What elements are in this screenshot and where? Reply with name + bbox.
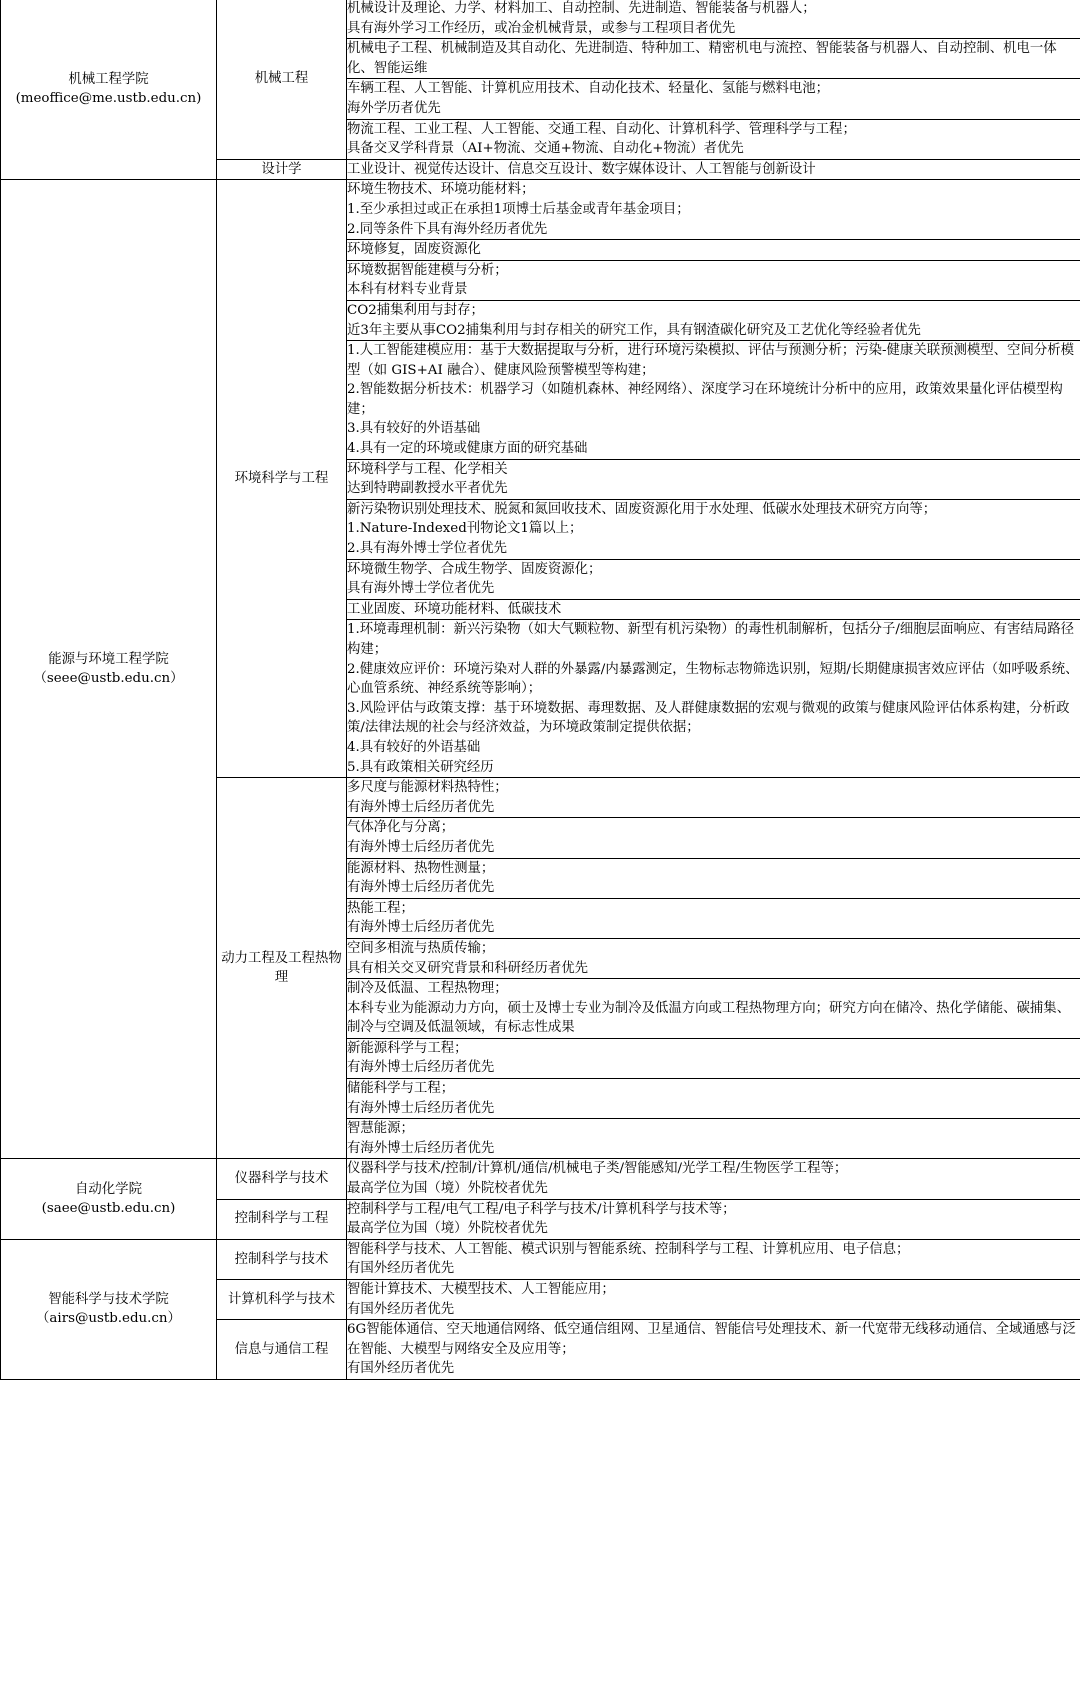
major-cell <box>217 1320 347 1380</box>
requirement-line: 有国外经历者优先 <box>347 1261 455 1277</box>
requirement-line: 近3年主要从事CO2捕集利用与封存相关的研究工作，具有钢渣碳化研究及工艺优化等经验者优先 <box>347 322 921 338</box>
requirement-line: 有海外博士后经历者优先 <box>347 1100 495 1116</box>
requirement-line: 有海外博士后经历者优先 <box>347 920 495 936</box>
college-email: (saee@ustb.edu.cn) <box>41 1201 176 1217</box>
requirement-line: 有海外博士后经历者优先 <box>347 799 495 815</box>
table-row <box>1 180 1080 240</box>
requirement-cell <box>347 898 1080 938</box>
requirement-cell <box>347 300 1080 340</box>
requirement-line: 4.具有较好的外语基础 <box>347 739 481 755</box>
requirement-line: 有海外博士后经历者优先 <box>347 839 495 855</box>
requirement-line: 1.人工智能建模应用：基于大数据提取与分析，进行环境污染模拟、评估与预测分析；污染-健康关联预测模型、空间分析模型（如 GIS+AI 融合）、健康风险预警模型等构建； <box>347 343 1074 378</box>
major-cell <box>217 180 347 778</box>
requirement-cell <box>347 620 1080 778</box>
requirement-cell <box>347 818 1080 858</box>
requirement-cell <box>347 180 1080 240</box>
table-body <box>1 0 1080 1379</box>
requirement-cell <box>347 1119 1080 1159</box>
requirement-line: 仪器科学与技术/控制/计算机/通信/机械电子类/智能感知/光学工程/生物医学工程等； <box>347 1161 848 1177</box>
requirement-line: 热能工程； <box>347 900 414 916</box>
requirement-line: 工业固废、环境功能材料、低碳技术 <box>347 601 562 617</box>
requirement-line: 最高学位为国（境）外院校者优先 <box>347 1181 548 1197</box>
requirement-line: 2.同等条件下具有海外经历者优先 <box>347 221 548 237</box>
requirement-line: 机械设计及理论、力学、材料加工、自动控制、先进制造、智能装备与机器人； <box>347 1 816 16</box>
requirement-cell <box>347 0 1080 39</box>
requirement-line: 2.具有海外博士学位者优先 <box>347 541 508 557</box>
requirement-cell <box>347 1199 1080 1239</box>
major-name: 控制科学与工程 <box>234 1211 329 1227</box>
requirement-line: 具有海外博士学位者优先 <box>347 581 495 597</box>
requirement-line: 环境科学与工程、化学相关 <box>347 461 508 477</box>
major-cell <box>217 1239 347 1279</box>
requirement-line: 环境生物技术、环境功能材料； <box>347 182 535 198</box>
requirement-line: 1.Nature-Indexed刊物论文1篇以上； <box>347 521 583 537</box>
requirement-cell <box>347 119 1080 159</box>
major-name: 计算机科学与技术 <box>227 1291 336 1307</box>
major-name: 动力工程及工程热物理 <box>221 950 342 986</box>
major-cell <box>217 1159 347 1199</box>
requirement-line: 智能科学与技术、人工智能、模式识别与智能系统、控制科学与工程、计算机应用、电子信息； <box>347 1241 910 1257</box>
requirement-line: 3.风险评估与政策支撑：基于环境数据、毒理数据、及人群健康数据的宏观与微观的政策与健康风险评估体系构建，分析政策/法律法规的社会与经济效益，为环境政策制定提供依据； <box>347 700 1070 736</box>
requirement-line: CO2捕集利用与封存； <box>347 302 484 318</box>
requirement-line: 多尺度与能源材料热特性； <box>347 780 508 796</box>
requirement-line: 智能计算技术、大模型技术、人工智能应用； <box>347 1282 615 1297</box>
requirement-line: 工业设计、视觉传达设计、信息交互设计、数字媒体设计、人工智能与创新设计 <box>347 161 816 177</box>
major-cell <box>217 778 347 1159</box>
table-row <box>1 0 1080 39</box>
major-cell <box>217 1199 347 1239</box>
requirement-cell <box>347 1079 1080 1119</box>
requirement-line: 有海外博士后经历者优先 <box>347 1140 495 1156</box>
requirement-line: 2.健康效应评价：环境污染对人群的外暴露/内暴露测定，生物标志物筛选识别，短期/长期健康损害效应评估（如呼吸系统、心血管系统、神经系统等影响）； <box>347 661 1079 697</box>
requirement-line: 1.环境毒理机制：新兴污染物（如大气颗粒物、新型有机污染物）的毒性机制解析，包括分子/细胞层面响应、有害结局路径构建； <box>347 622 1074 657</box>
requirement-line: 智慧能源； <box>347 1121 414 1137</box>
requirement-cell <box>347 39 1080 79</box>
requirement-cell <box>347 1320 1080 1380</box>
college-cell <box>1 180 217 1159</box>
college-name: 机械工程学院 <box>68 71 149 87</box>
requirement-line: 车辆工程、人工智能、计算机应用技术、自动化技术、轻量化、氢能与燃料电池； <box>347 81 830 97</box>
requirement-cell <box>347 1239 1080 1279</box>
requirement-line: 新污染物识别处理技术、脱氮和氮回收技术、固废资源化用于水处理、低碳水处理技术研究方向等； <box>347 501 937 517</box>
requirement-line: 环境修复，固废资源化 <box>347 242 481 258</box>
requirement-line: 达到特聘副教授水平者优先 <box>347 481 508 497</box>
requirement-line: 具有相关交叉研究背景和科研经历者优先 <box>347 960 589 976</box>
table-row <box>1 1239 1080 1279</box>
college-name: 能源与环境工程学院 <box>48 651 169 667</box>
requirement-cell <box>347 260 1080 300</box>
requirement-line: 有海外博士后经历者优先 <box>347 1060 495 1076</box>
requirement-cell <box>347 1038 1080 1078</box>
requirement-line: 3.具有较好的外语基础 <box>347 421 481 437</box>
requirement-cell <box>347 559 1080 599</box>
requirement-line: 具备交叉学科背景（AI+物流、交通+物流、自动化+物流）者优先 <box>347 141 744 157</box>
requirement-line: 控制科学与工程/电气工程/电子科学与技术/计算机科学与技术等； <box>347 1201 736 1217</box>
college-name: 智能科学与技术学院 <box>48 1291 169 1307</box>
college-email: （airs@ustb.edu.cn） <box>36 1311 181 1327</box>
major-name: 机械工程 <box>254 71 309 87</box>
major-name: 控制科学与技术 <box>234 1251 329 1267</box>
major-cell <box>217 159 347 180</box>
requirement-line: 新能源科学与工程； <box>347 1040 468 1056</box>
requirement-cell <box>347 938 1080 978</box>
requirement-cell <box>347 858 1080 898</box>
requirement-cell <box>347 459 1080 499</box>
requirement-line: 物流工程、工业工程、人工智能、交通工程、自动化、计算机科学、管理科学与工程； <box>347 121 856 137</box>
college-email: （seee@ustb.edu.cn） <box>33 671 184 687</box>
requirement-cell <box>347 1280 1080 1320</box>
requirement-cell <box>347 599 1080 620</box>
requirement-line: 空间多相流与热质传输； <box>347 940 495 956</box>
requirement-line: 1.至少承担过或正在承担1项博士后基金或青年基金项目； <box>347 201 690 217</box>
requirement-line: 环境微生物学、合成生物学、固废资源化； <box>347 561 602 577</box>
requirement-line: 储能科学与工程； <box>347 1081 455 1097</box>
requirement-line: 有国外经历者优先 <box>347 1361 455 1377</box>
major-cell <box>217 1280 347 1320</box>
requirement-line: 本科有材料专业背景 <box>347 282 468 298</box>
requirement-line: 海外学历者优先 <box>347 100 441 116</box>
table-row <box>1 1159 1080 1199</box>
requirement-line: 最高学位为国（境）外院校者优先 <box>347 1221 548 1237</box>
requirement-line: 有国外经历者优先 <box>347 1301 455 1317</box>
college-cell <box>1 0 217 180</box>
major-name: 仪器科学与技术 <box>234 1171 329 1187</box>
requirement-line: 6G智能体通信、空天地通信网络、低空通信组网、卫星通信、智能信号处理技术、新一代宽带无线移动通信、全域通感与泛在智能、大模型与网络安全及应用等； <box>347 1322 1076 1357</box>
requirement-cell <box>347 240 1080 261</box>
requirement-line: 机械电子工程、机械制造及其自动化、先进制造、特种加工、精密机电与流控、智能装备与机器人、自动控制、机电一体化、智能运维 <box>347 41 1057 76</box>
requirement-line: 5.具有政策相关研究经历 <box>347 759 494 775</box>
requirement-cell <box>347 979 1080 1039</box>
major-cell <box>217 0 347 159</box>
requirement-cell <box>347 1159 1080 1199</box>
college-email: (meoffice@me.ustb.edu.cn) <box>15 91 202 107</box>
requirement-line: 有海外博士后经历者优先 <box>347 880 495 896</box>
requirement-cell <box>347 778 1080 818</box>
major-name: 环境科学与工程 <box>234 470 329 486</box>
requirement-cell <box>347 341 1080 460</box>
requirement-cell <box>347 499 1080 559</box>
requirement-line: 具有海外学习工作经历，或冶金机械背景，或参与工程项目者优先 <box>347 20 736 36</box>
requirement-line: 本科专业为能源动力方向，硕士及博士专业为制冷及低温方向或工程热物理方向；研究方向在储冷、热化学储能、碳捕集、制冷与空调及低温领域，有标志性成果 <box>347 1000 1071 1036</box>
requirement-line: 制冷及低温、工程热物理； <box>347 981 508 997</box>
requirement-line: 环境数据智能建模与分析； <box>347 262 508 278</box>
requirement-cell <box>347 79 1080 119</box>
requirement-line: 4.具有一定的环境或健康方面的研究基础 <box>347 441 588 457</box>
major-name: 信息与通信工程 <box>234 1341 329 1357</box>
requirement-line: 能源材料、热物性测量； <box>347 860 495 876</box>
college-cell <box>1 1239 217 1379</box>
college-name: 自动化学院 <box>75 1181 142 1197</box>
major-name: 设计学 <box>261 161 302 177</box>
requirement-line: 2.智能数据分析技术：机器学习（如随机森林、神经网络）、深度学习在环境统计分析中的应用，政策效果量化评估模型构建； <box>347 382 1063 417</box>
college-cell <box>1 1159 217 1239</box>
requirement-cell <box>347 159 1080 180</box>
requirement-line: 气体净化与分离； <box>347 820 455 836</box>
